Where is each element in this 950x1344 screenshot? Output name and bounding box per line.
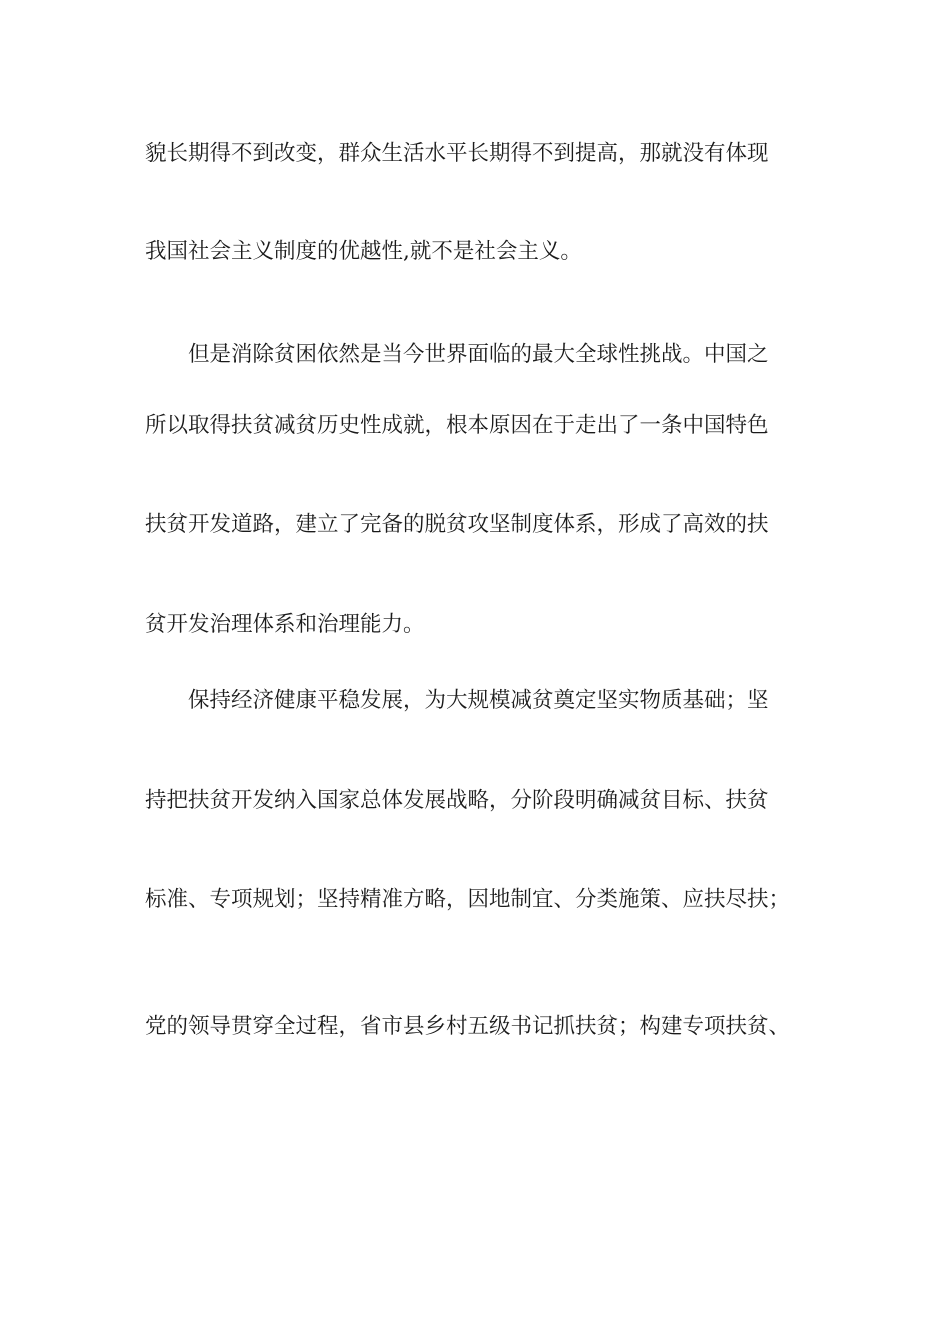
text-line-2: 我国社会主义制度的优越性,就不是社会主义。 (145, 239, 582, 264)
text-line-5: 扶贫开发道路，建立了完备的脱贫攻坚制度体系，形成了高效的扶 (145, 512, 769, 537)
text-line-8: 持把扶贫开发纳入国家总体发展战略，分阶段明确减贫目标、扶贫 (145, 788, 769, 813)
text-line-1: 貌长期得不到改变，群众生活水平长期得不到提高，那就没有体现 (145, 141, 769, 166)
paragraph-start-line-7: 保持经济健康平稳发展，为大规模减贫奠定坚实物质基础；坚 (188, 688, 769, 713)
text-line-6: 贫开发治理体系和治理能力。 (145, 612, 425, 637)
text-line-9: 标准、专项规划；坚持精准方略，因地制宜、分类施策、应扶尽扶； (145, 887, 791, 912)
paragraph-start-line-3: 但是消除贫困依然是当今世界面临的最大全球性挑战。中国之 (188, 342, 769, 367)
text-line-4: 所以取得扶贫减贫历史性成就，根本原因在于走出了一条中国特色 (145, 413, 769, 438)
text-line-10: 党的领导贯穿全过程，省市县乡村五级书记抓扶贫；构建专项扶贫、 (145, 1014, 791, 1039)
